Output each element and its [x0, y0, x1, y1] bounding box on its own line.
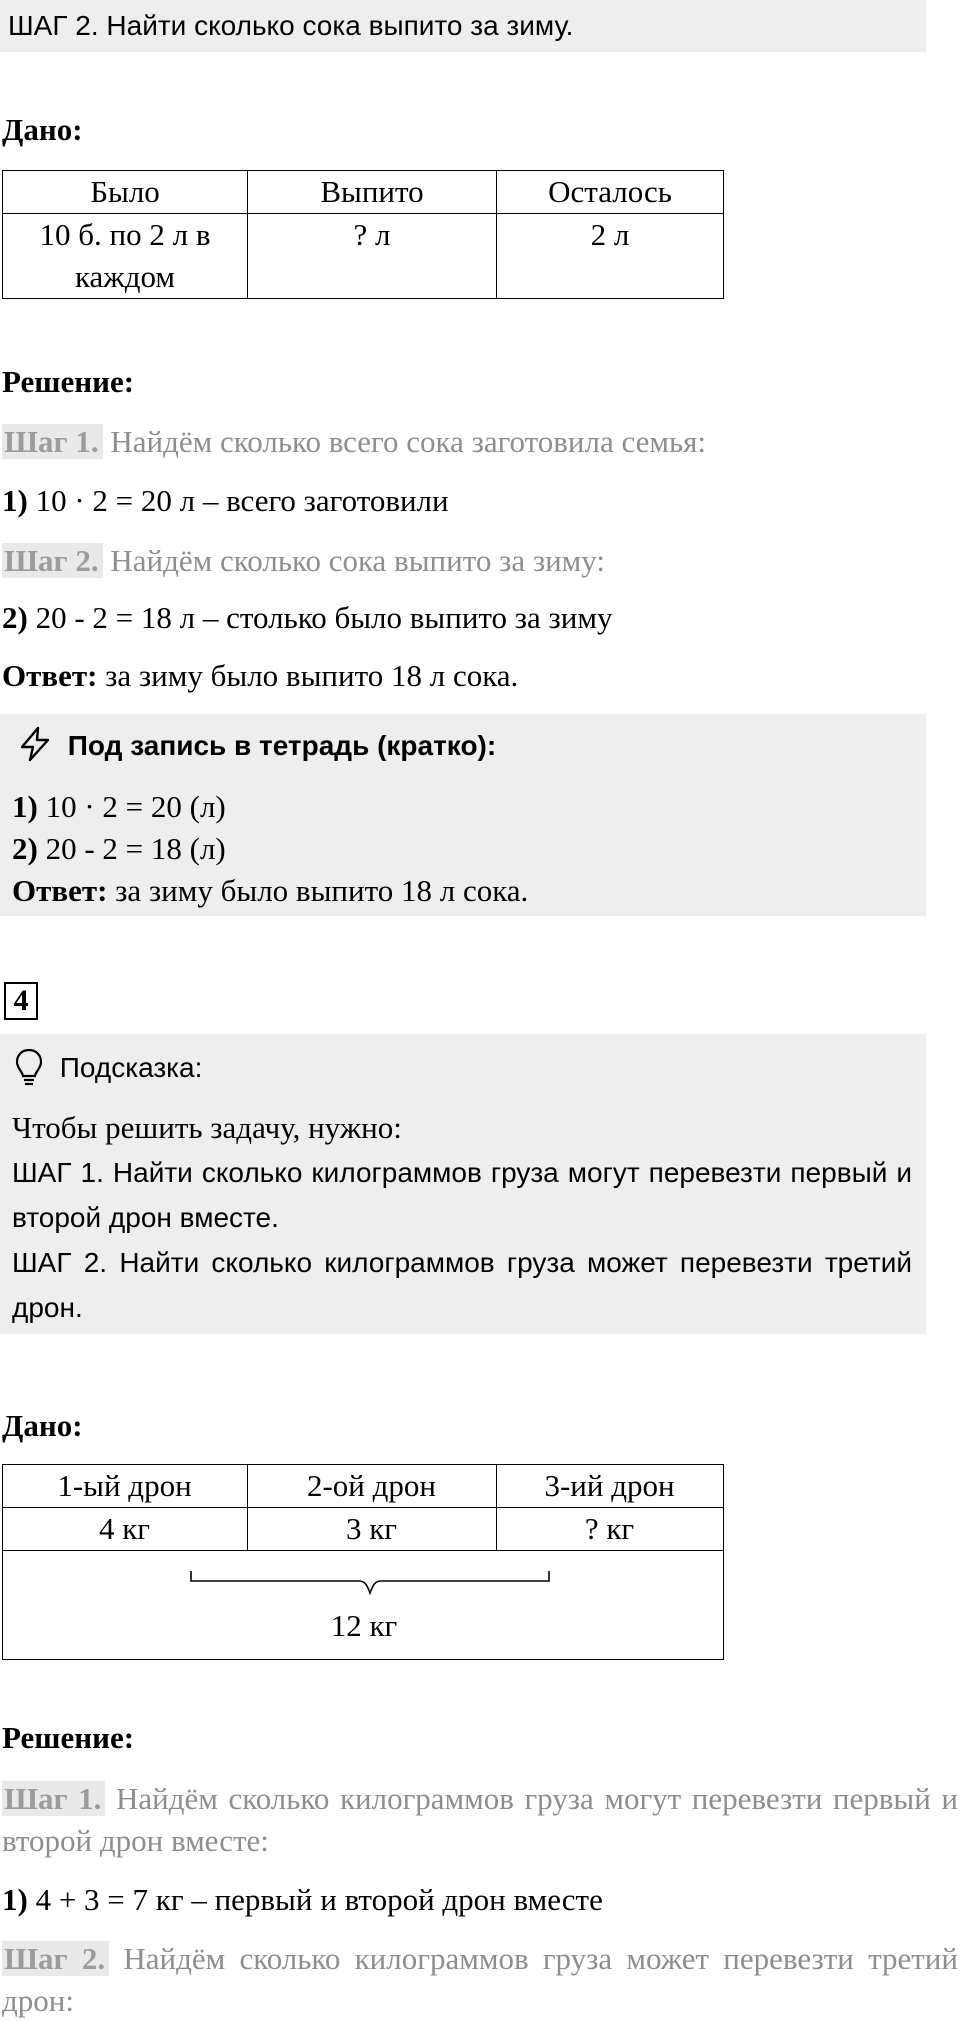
solution-step1-3: [2, 422, 706, 462]
table-header-row: [2, 1464, 723, 1507]
solution-title-3: Решение:: [2, 364, 135, 399]
given-title-4: Дано:: [2, 1408, 83, 1443]
total-weight: 12 кг: [330, 1608, 398, 1643]
table-cell: 10 б. по 2 л в каждом: [3, 214, 248, 299]
top-hint-bar: [0, 0, 926, 52]
problem-number: 4: [4, 982, 38, 1020]
notebook-line2: [12, 828, 226, 870]
notebook-answer: [12, 870, 528, 912]
hint-box: [0, 1034, 926, 1334]
line-number: 1): [2, 483, 28, 518]
notebook-line1: [12, 786, 226, 828]
table-header-cell: 2-ой дрон: [247, 1464, 496, 1507]
solution-line1-4: [2, 1880, 603, 1920]
hint-step-label: ШАГ 1.: [12, 1157, 104, 1188]
answer-text: за зиму было выпито 18 л сока.: [105, 658, 519, 693]
top-hint-step: ШАГ 2.: [8, 10, 99, 41]
step-text: Найдём сколько сока выпито за зиму:: [110, 543, 605, 578]
notebook-title: Под запись в тетрадь (кратко):: [67, 730, 497, 761]
table-header-cell: Осталось: [497, 171, 724, 214]
table-header-cell: 1-ый дрон: [2, 1464, 247, 1507]
line-number: 1): [12, 789, 38, 824]
step-text: Найдём сколько килограммов груза могут перевезти первый и второй дрон вместе:: [2, 1781, 958, 1858]
table-header-cell: Было: [3, 171, 248, 214]
top-hint-text: Найти сколько сока выпито за зиму.: [106, 10, 574, 41]
table-cell: 2 л: [497, 214, 724, 299]
solution-line1-3: [2, 481, 449, 521]
table-row: [2, 1507, 723, 1550]
table-cell: 3 кг: [247, 1507, 496, 1550]
step-text: Найдём сколько всего сока заготовила семья:: [110, 424, 707, 459]
table-cell: 4 кг: [2, 1507, 247, 1550]
table-cell: ? л: [248, 214, 497, 299]
solution-title-4: Решение:: [2, 1720, 135, 1755]
line-expression: 4 + 3 = 7 кг – первый и второй дрон вместе: [35, 1882, 603, 1917]
line-expression: 10 · 2 = 20 л – всего заготовили: [35, 483, 449, 518]
answer-3: [2, 656, 518, 696]
solution-step2-3: [2, 541, 605, 581]
solution-line2-3: [2, 598, 613, 638]
notebook-box: [0, 714, 926, 916]
answer-label: Ответ:: [2, 658, 98, 693]
hint-title: Подсказка:: [59, 1052, 203, 1083]
hint-step-text: Найти сколько килограммов груза может перевезти третий дрон.: [12, 1247, 912, 1323]
hint-title-row: [14, 1044, 202, 1092]
line-number: 2): [12, 831, 38, 866]
line-expression: 20 - 2 = 18 л – столько было выпито за зиму: [35, 600, 613, 635]
table-cell: ? кг: [496, 1507, 723, 1550]
solution-step1-4: [2, 1778, 958, 1862]
hint-intro: Чтобы решить задачу, нужно:: [12, 1110, 402, 1145]
hint-step1: [12, 1150, 912, 1240]
step-label: Шаг 1.: [2, 1781, 105, 1816]
line-number: 1): [2, 1882, 28, 1917]
notebook-title-row: [16, 724, 496, 768]
table-header-cell: Выпито: [248, 171, 497, 214]
line-expression: 10 · 2 = 20 (л): [45, 789, 226, 824]
line-number: 2): [2, 600, 28, 635]
table-header-cell: 3-ий дрон: [496, 1464, 723, 1507]
hint-step2: [12, 1240, 912, 1330]
given-title-3: Дано:: [2, 112, 83, 147]
drone-table: [2, 1464, 724, 1551]
answer-text: за зиму было выпито 18 л сока.: [115, 873, 529, 908]
table-header-row: [3, 171, 724, 214]
line-expression: 20 - 2 = 18 (л): [45, 831, 226, 866]
lightning-icon: [16, 725, 54, 763]
table-row: [3, 214, 724, 299]
curly-brace: [189, 1569, 551, 1599]
hint-step-text: Найти сколько килограммов груза могут перевезти первый и второй дрон вместе.: [12, 1157, 912, 1233]
given-table-3: [2, 170, 724, 299]
step-label: Шаг 1.: [2, 424, 103, 459]
step-text: Найдём сколько килограммов груза может перевезти третий дрон:: [2, 1941, 958, 2018]
hint-step-label: ШАГ 2.: [12, 1247, 108, 1278]
given-table-4: [2, 1464, 724, 1660]
lightbulb-icon: [14, 1047, 44, 1087]
step-label: Шаг 2.: [2, 543, 103, 578]
step-label: Шаг 2.: [2, 1941, 109, 1976]
solution-step2-4: [2, 1938, 958, 2022]
answer-label: Ответ:: [12, 873, 108, 908]
